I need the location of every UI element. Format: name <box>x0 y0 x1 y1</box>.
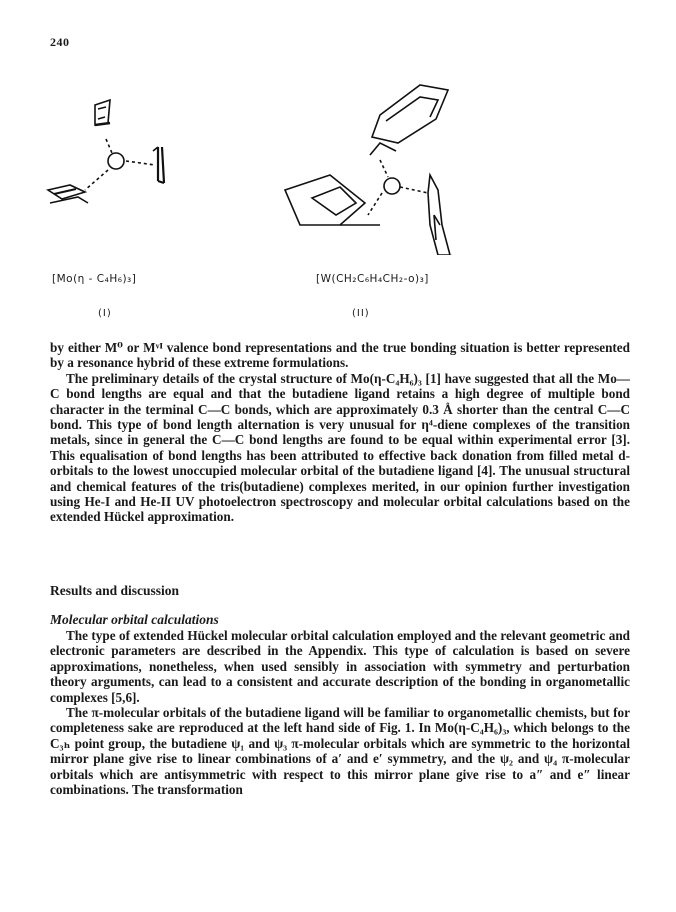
body-text-upper <box>50 340 630 525</box>
figure-structures <box>40 95 500 330</box>
compound-2-number: (II) <box>352 308 370 319</box>
structure-i-drawing <box>40 95 240 265</box>
paragraph-4: The π-molecular orbitals of the butadiene ligand will be familiar to organometallic chemists, but for completeness sake are reproduced at the left hand side of Fig. 1. In Mo(η-C₄H₆)₃, which belongs to the C₃ₕ point group, the butadiene ψ₁ and ψ₃ π-molecular orbitals which are symmetric to the horizontal mirror plane give rise to linear combinations of a′ and e′ symmetry, and the ψ₂ and ψ₄ π-molecular orbitals which are antisymmetric with respect to this mirror plane give rise to a″ and e″ linear combinations. The transformation <box>50 705 630 798</box>
subsection-heading-mo: Molecular orbital calculations <box>50 612 219 627</box>
paragraph-1: by either M⁰ or Mᵛᴵ valence bond representations and the true bonding situation is better represented by a resonance hybrid of these extreme formulations. <box>50 340 630 371</box>
compound-2-formula: [W(CH₂C₆H₄CH₂-o)₃] <box>316 273 429 285</box>
structure-ii-drawing <box>270 75 510 255</box>
body-text-lower <box>50 628 630 797</box>
paragraph-3: The type of extended Hückel molecular orbital calculation employed and the relevant geometric and electronic parameters are described in the Appendix. This type of calculation is based on severe approximations, nonetheless, when used sensibly in association with symmetry and perturbation theory arguments, can lead to a consistent and accurate description of the bonding in organometallic complexes [5,6]. <box>50 628 630 705</box>
compound-1-number: (I) <box>98 308 112 319</box>
paragraph-2: The preliminary details of the crystal structure of Mo(η-C₄H₆)₃ [1] have suggested that all the Mo—C bond lengths are equal and that the butadiene ligand retains a high degree of multiple bond character in the terminal C—C bonds, which are approximately 0.3 Å shorter than the central C—C bond. This type of bond length alternation is very unusual for η⁴-diene complexes of the transition metals, since in general the C—C bond lengths are found to be equal within experimental error [3]. This equalisation of bond lengths has been attributed to effective back donation from filled metal d-orbitals to the lowest unoccupied molecular orbital of the butadiene ligand [4]. The unusual structural and chemical features of the tris(butadiene) complexes merited, in our opinion further investigation using He-I and He-II UV photoelectron spectroscopy and molecular orbital calculations based on the extended Hückel approximation. <box>50 370 630 525</box>
page-number: 240 <box>50 35 70 49</box>
section-heading-results: Results and discussion <box>50 583 180 598</box>
compound-1-formula: [Mo(η - C₄H₆)₃] <box>52 273 137 285</box>
